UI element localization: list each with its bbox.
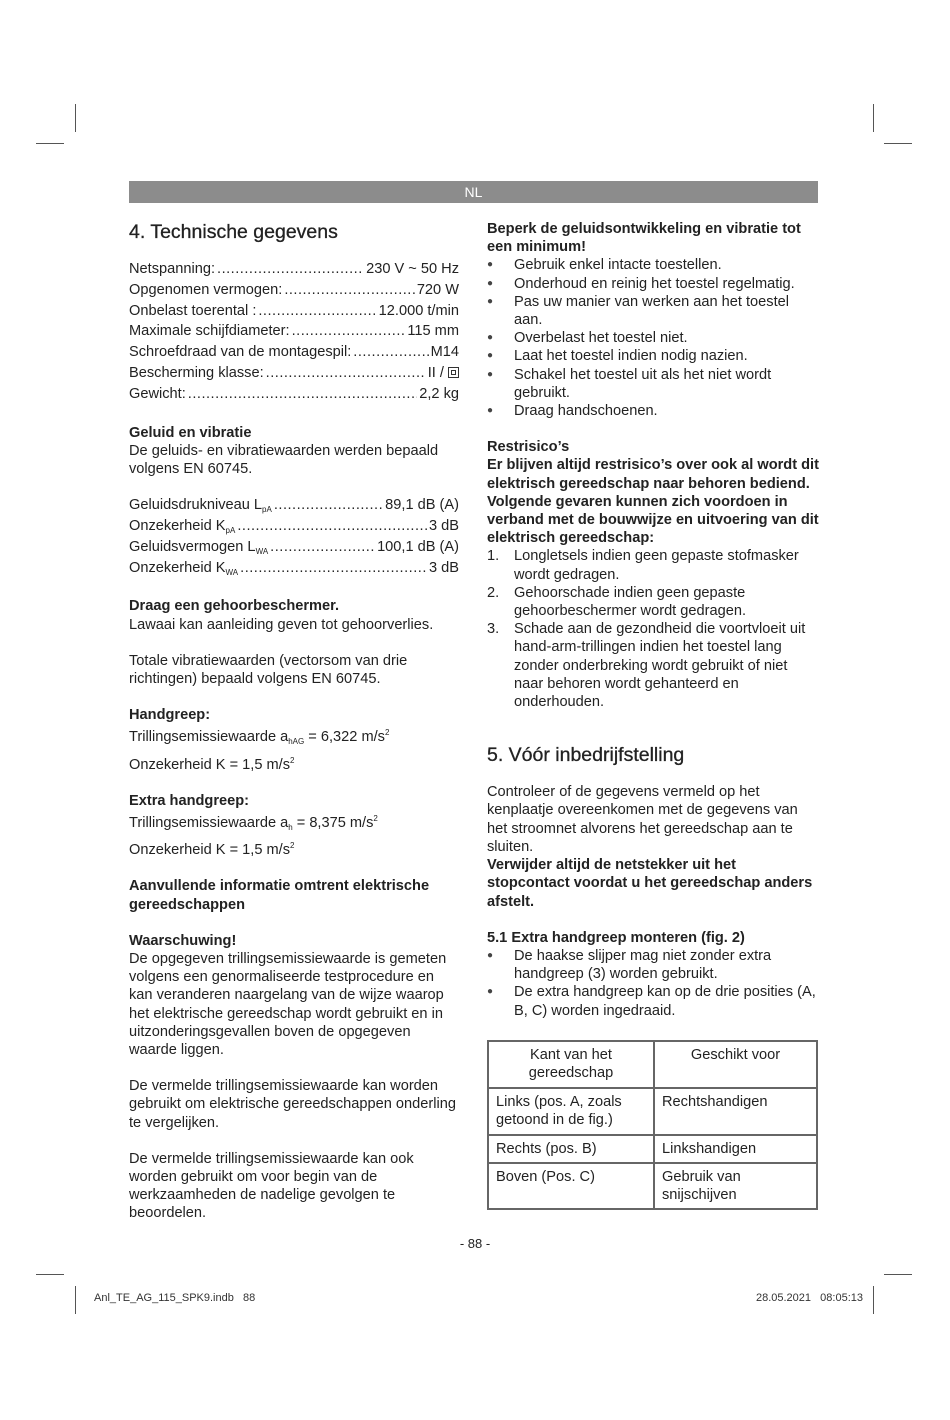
risk-heading: Restrisico’s	[487, 439, 570, 456]
list-item: ● De extra handgreep kan op de drie posities (A, B, C) worden ingedraaid.	[487, 983, 819, 1019]
section-title: 5. Vóór inbedrijfstelling	[487, 744, 685, 767]
spec-row: Schroefdraad van de montagespil: ..... M14	[129, 343, 459, 364]
ear-text: Lawaai kan aanleiding geven tot gehoorverlies.	[129, 616, 434, 633]
spec-row: Gewicht: ..... 2,2 kg	[129, 385, 459, 406]
table-header: Geschikt voor	[654, 1041, 817, 1088]
list-item: ● Gebruik enkel intacte toestellen.	[487, 256, 819, 274]
footer-timestamp: 28.05.2021 08:05:13	[755, 1292, 863, 1304]
list-item: 2. Gehoorschade indien geen gepaste gehoorbeschermer wordt gedragen.	[487, 584, 747, 620]
list-item: ● Draag handschoenen.	[487, 402, 819, 420]
list-item: ● Pas uw manier van werken aan het toestel aan.	[487, 293, 819, 329]
crop-mark	[884, 143, 912, 144]
right-column	[487, 220, 819, 1210]
risk-intro: Er blijven altijd restrisico’s over ook al wordt dit elektrisch gereedschap naar behoren bediend. Volgende gevaren kunnen zich voordoen in verband met de bouwwijze en uitvoering van dit elektrisch gereedschap:	[487, 457, 819, 547]
spec-row: Bescherming klasse: ..... II /	[129, 364, 459, 385]
table-header: Kant van het gereedschap	[488, 1041, 654, 1088]
limit-heading: Beperk de geluidsontwikkeling en vibratie tot een minimum!	[487, 221, 801, 256]
noise-row: Onzekerheid $K_{WA}$ ..... 3 dB	[129, 559, 459, 580]
warning-heading: Waarschuwing!	[129, 932, 237, 949]
table-cell: Gebruik van snijschijven	[654, 1163, 817, 1209]
table-row	[488, 1135, 817, 1163]
list-item: ● Onderhoud en reinig het toestel regelmatig.	[487, 275, 819, 293]
grip-heading: Handgreep:	[129, 707, 211, 724]
list-item: ● Laat het toestel indien nodig nazien.	[487, 347, 819, 365]
language-bar	[129, 181, 818, 203]
list-item: 1. Longletsels indien geen gepaste stofmasker wordt gedragen.	[487, 548, 799, 583]
list-item: 3. Schade aan de gezondheid die voortvloeit uit hand-arm-trillingen indien het toestel lang zonder onderbreking wordt gebruikt of niet naar behoren wordt gehanteerd en onderhouden.	[487, 621, 806, 711]
noise-row: Onzekerheid $K_{pA}$ ..... 3 dB	[129, 517, 459, 538]
extra-grip-heading: Extra handgreep:	[129, 792, 250, 809]
subsection-list	[487, 947, 819, 1020]
table-cell: Linkshandigen	[654, 1135, 817, 1163]
limit-list	[487, 256, 819, 420]
info-heading: Aanvullende informatie omtrent elektrische gereedschappen	[129, 878, 430, 913]
extra-grip-value: Trillingsemissiewaarde $a_h = 8,375$ $m/s^2$	[129, 814, 378, 832]
list-item: ● Schakel het toestel uit als het niet wordt gebruikt.	[487, 366, 819, 402]
section-title: 4. Technische gegevens	[129, 221, 338, 243]
paragraph: De vermelde trillingsemissiewaarde kan worden gebruikt om elektrische gereedschappen onderling te vergelijken.	[129, 1078, 456, 1131]
noise-heading: Geluid en vibratie	[129, 424, 252, 441]
spec-row: Onbelast toerental : ..... 12.000 t/min	[129, 302, 459, 323]
list-item: ● De haakse slijper mag niet zonder extra handgreep (3) worden gebruikt.	[487, 947, 819, 983]
crop-mark	[75, 104, 76, 132]
vibration-text: Totale vibratiewaarden (vectorsom van drie richtingen) bepaald volgens EN 60745.	[129, 652, 408, 687]
section-text: Controleer of de gegevens vermeld op het kenplaatje overeenkomen met de gegevens van het stroomnet alvorens het gereedschap aan te sluiten.	[487, 784, 798, 855]
spec-row: Netspanning: ..... 230 V ~ 50 Hz	[129, 260, 459, 281]
list-item: ● Overbelast het toestel niet.	[487, 329, 819, 347]
page-number: - 88 -	[459, 1236, 491, 1251]
language-label: NL	[464, 184, 483, 200]
table-cell: Links (pos. A, zoals getoond in de fig.)	[488, 1088, 654, 1134]
spec-row: Maximale schijfdiameter: ..... 115 mm	[129, 322, 459, 343]
table-header-row	[488, 1041, 817, 1088]
crop-mark	[873, 1286, 874, 1314]
double-insulation-icon	[448, 367, 459, 378]
table-cell: Rechts (pos. B)	[488, 1135, 654, 1163]
subsection-heading: 5.1 Extra handgreep monteren (fig. 2)	[487, 929, 745, 946]
noise-text: De geluids- en vibratiewaarden werden bepaald volgens EN 60745.	[129, 442, 439, 477]
risk-list	[487, 547, 819, 711]
ear-heading: Draag een gehoorbeschermer.	[129, 598, 340, 615]
crop-mark	[884, 1274, 912, 1275]
crop-mark	[75, 1286, 76, 1314]
footer-filename: Anl_TE_AG_115_SPK9.indb 88	[94, 1292, 256, 1304]
table-cell: Boven (Pos. C)	[488, 1163, 654, 1209]
extra-grip-uncertainty: Onzekerheid K = 1,5 $m/s^2$	[129, 841, 295, 859]
table-cell: Rechtshandigen	[654, 1088, 817, 1134]
section-warning: Verwijder altijd de netstekker uit het stopcontact voordat u het gereedschap anders afstelt.	[487, 857, 813, 910]
table-row	[488, 1088, 817, 1134]
crop-mark	[36, 143, 64, 144]
noise-row: Geluidsvermogen $L_{WA}$ ..... 100,1 dB (A)	[129, 538, 459, 559]
noise-row: Geluidsdrukniveau $L_{pA}$ ..... 89,1 dB (A)	[129, 496, 459, 517]
table-row	[488, 1163, 817, 1209]
crop-mark	[873, 104, 874, 132]
grip-value: Trillingsemissiewaarde $a_{hAG} = 6,322$ $m/s^2$	[129, 728, 390, 747]
noise-list	[129, 496, 459, 579]
paragraph: De vermelde trillingsemissiewaarde kan ook worden gebruikt om voor begin van de werkzaamheden de nadelige gevolgen te beoordelen.	[129, 1150, 414, 1222]
warning-text: De opgegeven trillingsemissiewaarde is gemeten volgens een genormaliseerde testprocedure en kan veranderen naargelang van de wijze waarop het elektrische gereedschap wordt gebruikt en in uitzonderingsgevallen boven de opgegeven waarde liggen.	[129, 951, 447, 1059]
handle-position-table	[487, 1040, 818, 1210]
left-column	[129, 220, 459, 1223]
spec-list	[129, 260, 459, 406]
crop-mark	[36, 1274, 64, 1275]
spec-row: Opgenomen vermogen: ..... 720 W	[129, 281, 459, 302]
grip-uncertainty: Onzekerheid K = 1,5 $m/s^2$	[129, 755, 295, 773]
